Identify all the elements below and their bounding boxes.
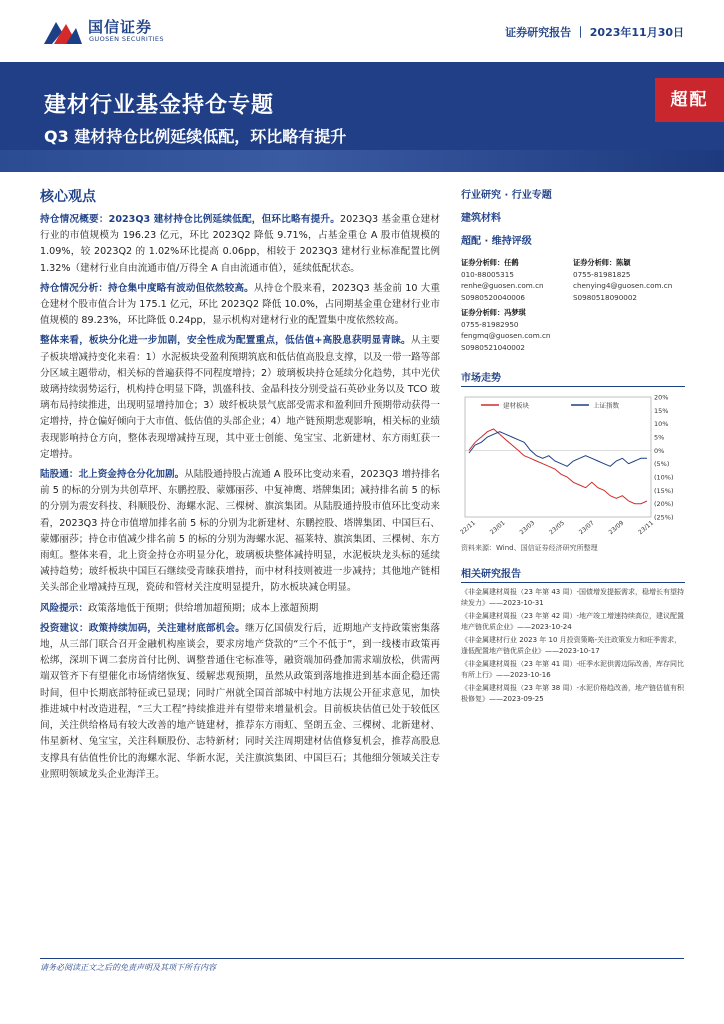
legend-label: 上证指数	[593, 401, 619, 410]
analyst-label: 证券分析师：任鹤	[461, 258, 519, 267]
related-report-item[interactable]	[461, 635, 685, 656]
x-tick-label: 23/07	[577, 519, 596, 537]
series-line-building-materials	[469, 429, 647, 504]
y-tick-label: (10%)	[654, 473, 674, 482]
company-name-en: GUOSEN SECURITIES	[89, 35, 164, 43]
analyst-phone: 0755-81981825	[573, 269, 631, 279]
market-trend-svg	[461, 391, 685, 541]
x-tick-label: 23/01	[488, 519, 507, 537]
paragraph-text: 从陆股通持股占流通 A 股环比变动来看，2023Q3 增持排名前 5 的标的分别为共创草坪、东鹏控股、蒙娜丽莎、中复神鹰、塔牌集团；减持排名前 5 的标的分别为震安科技、科顺股份、海螺水泥、三棵树、旗滨集团。从陆股通持股市值环比变动来看，2023Q3 持仓市值增加排名前 5 标的分别为北新建材、东鹏控股、塔牌集团、中国巨石、蒙娜丽莎；持仓市值减少排名前 5 的标的分别为海螺水泥、福莱特、旗滨集团、三棵树、东方雨虹。整体来看，北上资金持仓亦明显分化，玻璃板块整体减持明显，水泥板块龙头标的延续减持趋势；玻纤板块中国巨石继续受青睐获增持，而中材科技则被进一步减持；其他地产链相关头部企业增减持互现，瓷砖和管材关注度明显提升，防水板块减仓明显。	[40, 469, 440, 594]
report-title-text: 《非金属建材行业 2023 年 10 月投资策略-关注政策发力和旺季需求，逢低配置地产链优质企业》	[461, 636, 682, 655]
report-title-text: 《非金属建材周报（23 年第 43 周）-国债增发提振需求，稳增长有望持续发力》	[461, 588, 685, 607]
x-tick-label: 22/11	[459, 519, 477, 537]
paragraph-keyphrase: 陆股通：北上资金持仓分化加剧。	[40, 469, 185, 481]
paragraph-text: 从主要子板块增减持变化来看：1）水泥板块受盈利预期筑底和低估值高股息支撑，以及一带一路等部分区域主题带动，相关标的普遍获得不同程度增持；2）玻璃板块持仓延续分化趋势，其中光伏玻璃持续弱势运行，机构持仓明显下降，凯盛科技、金晶科技分别受益石英砂业务以及 TCO 玻璃布局持续推进，出现明显增持加仓；3）玻纤板块景气底部受需求和盈利回升预期带动获得一定增持，持仓偏好倾向于大市值、低估值的头部企业；4）地产链预期悲观影响，相关标的业绩表现影响持仓方向，整体表现增减持互现，其中亚士创能、兔宝宝、北新建材、东方雨虹获一定增持。	[40, 335, 441, 460]
y-tick-label: (15%)	[654, 486, 674, 495]
paragraph-text: 从持仓个股来看，2023Q3 基金前 10 大重仓建材个股市值合计为 175.1 亿元，环比 2023Q2 降低 10.0%，占同期基金重仓建材行业市值规模的 89.23%，环比降低 0.24pp，显示机构对建材行业的配置集中度依然较高。	[40, 282, 440, 327]
y-tick-label: 5%	[654, 433, 665, 442]
paragraph-keyphrase: 投资建议：政策持续加码，关注建材底部机会。	[40, 622, 245, 634]
analyst-label: 证券分析师：陈颖	[573, 258, 631, 267]
y-tick-label: (20%)	[654, 500, 674, 509]
paragraph-text: 2023Q3 基金重仓建材行业的市值规模为 196.23 亿元，环比 2023Q2 降低 9.71%，占基金重仓 A 股市值规模的 1.09%，较 2023Q2 的 1.02%环比提高 0.06pp，相较于 2023Q3 建材行业标准配置比例 1.32%（建材行业自由流通市值/万得全 A 自由流通市值），延续低配状态。	[40, 214, 441, 274]
paragraph-text: 政策落地低于预期；供给增加超预期；成本上涨超预期	[87, 602, 319, 614]
guosen-logo-icon	[40, 14, 84, 50]
banner-band	[0, 150, 724, 172]
company-name-cn: 国信证券	[88, 18, 153, 36]
y-tick-label: 15%	[654, 406, 669, 415]
chart-source: 资料来源：Wind、国信证券经济研究所整理	[461, 544, 598, 552]
rating-line: 超配 · 维持评级	[461, 236, 532, 247]
core-paragraph	[40, 333, 440, 463]
series-line-shanghai-index	[469, 432, 647, 467]
report-date: ——2023-10-17	[545, 646, 600, 655]
report-date: ——2023-09-25	[489, 694, 544, 703]
company-logo	[40, 14, 190, 50]
analyst-cert: S0980518090002	[573, 292, 638, 302]
analyst-list	[461, 257, 685, 357]
footer-disclaimer: 请务必阅读正文之后的免责声明及其项下所有内容	[40, 958, 684, 973]
analyst-email[interactable]: fengmq@guosen.com.cn	[461, 331, 551, 340]
paragraph-keyphrase: 整体来看，板块分化进一步加剧，安全性成为配置重点，低估值+高股息获明显青睐。	[40, 335, 411, 347]
report-date: ——2023-10-31	[489, 598, 544, 607]
paragraph-text: 继万亿国债发行后，近期地产支持政策密集落地，从三部门联合召开金融机构座谈会，要求房地产贷款的“三个不低于”，到一线楼市政策再松绑，深圳下调二套房首付比例、调整普通住宅标准等，融资端加码叠加需求端放松，供需两端双管齐下有望催化市场情绪恢复、缓解悲观预期，虽然从政策到落地推进到基本面企稳还需时间，但中长期底部特征或已显现；同时广州就全国首部城中村地方法规公开征求意见，加快推进城中村改造进程，“三大工程”持续推进并有望带来增量机会。目前板块估值已处于较低区间，关注供给格局有较大改善的地产链建材，推荐东方雨虹、坚朗五金、三棵树、北新建材、伟星新材、兔宝宝，关注科顺股份、志特新材；同时关注周期建材估值修复机会，推荐高股息支撑具有估值性价比的海螺水泥、华新水泥，关注旗滨集团、中国巨石；其他细分领域关注专业照明领域龙头企业海洋王。	[40, 622, 441, 780]
x-tick-label: 23/09	[607, 519, 626, 537]
core-paragraph	[40, 601, 440, 617]
analyst-phone: 0755-81982950	[461, 319, 519, 329]
paragraph-keyphrase: 风险提示：	[40, 602, 88, 614]
related-report-item[interactable]	[461, 659, 685, 680]
chart-frame	[465, 397, 651, 517]
y-tick-label: 10%	[654, 420, 669, 429]
related-report-item[interactable]	[461, 683, 685, 704]
sidebar	[461, 186, 685, 707]
analyst-card	[461, 257, 573, 303]
page-header	[0, 0, 724, 62]
report-title-text: 《非金属建材周报（23 年第 42 周）-地产竣工增速持续高位，建议配置地产链优质企业》	[461, 612, 685, 631]
analyst-card	[573, 257, 685, 303]
related-report-item[interactable]	[461, 587, 685, 608]
analyst-label: 证券分析师：冯梦琪	[461, 308, 526, 317]
core-paragraph	[40, 467, 440, 597]
analyst-phone: 010-88005315	[461, 269, 514, 279]
analyst-cert: S0980521040002	[461, 342, 526, 352]
report-type-date: 证券研究报告 ｜ 2023年11月30日	[505, 26, 684, 39]
analyst-card	[461, 307, 573, 353]
analyst-cert: S0980520040006	[461, 292, 526, 302]
analyst-email[interactable]: chenying4@guosen.com.cn	[573, 281, 673, 290]
report-title-text: 《非金属建材周报（23 年第 41 周）-旺季水泥供需边际改善，库存同比有所上行》	[461, 660, 685, 679]
paragraph-keyphrase: 持仓情况概要：2023Q3 建材持仓比例延续低配，但环比略有提升。	[40, 214, 341, 225]
report-category: 行业研究 · 行业专题	[461, 190, 552, 201]
core-viewpoints	[40, 186, 440, 787]
rating-badge: 超配	[655, 78, 724, 122]
y-tick-label: 0%	[654, 446, 665, 455]
industry-name: 建筑材料	[461, 213, 501, 224]
related-reports-list	[461, 587, 685, 704]
title-banner	[0, 62, 724, 172]
report-title-text: 《非金属建材周报（23 年第 38 周）-水泥价格趋改善，地产链估值有积极修复》	[461, 684, 685, 703]
report-title: 建材行业基金持仓专题	[44, 93, 275, 118]
core-paragraph	[40, 281, 440, 330]
market-trend-chart	[461, 391, 685, 541]
related-report-item[interactable]	[461, 611, 685, 632]
report-date: ——2023-10-24	[517, 622, 572, 631]
analyst-email[interactable]: renhe@guosen.com.cn	[461, 281, 544, 290]
x-tick-label: 23/03	[518, 519, 537, 537]
paragraph-keyphrase: 持仓情况分析：持仓集中度略有波动但依然较高。	[40, 282, 254, 294]
report-date: ——2023-10-16	[496, 670, 551, 679]
y-tick-label: 20%	[654, 393, 669, 402]
report-subtitle: Q3 建材持仓比例延续低配，环比略有提升	[44, 127, 347, 146]
x-tick-label: 23/05	[548, 519, 566, 537]
core-heading: 核心观点	[40, 189, 96, 205]
x-tick-label: 23/11	[637, 519, 655, 537]
y-tick-label: (5%)	[654, 460, 670, 469]
related-reports-heading: 相关研究报告	[461, 565, 685, 583]
legend-label: 建材板块	[503, 401, 529, 410]
core-paragraphs	[40, 212, 440, 783]
y-tick-label: (25%)	[654, 513, 674, 522]
core-paragraph	[40, 212, 440, 277]
core-paragraph	[40, 621, 440, 783]
market-trend-heading: 市场走势	[461, 369, 685, 387]
